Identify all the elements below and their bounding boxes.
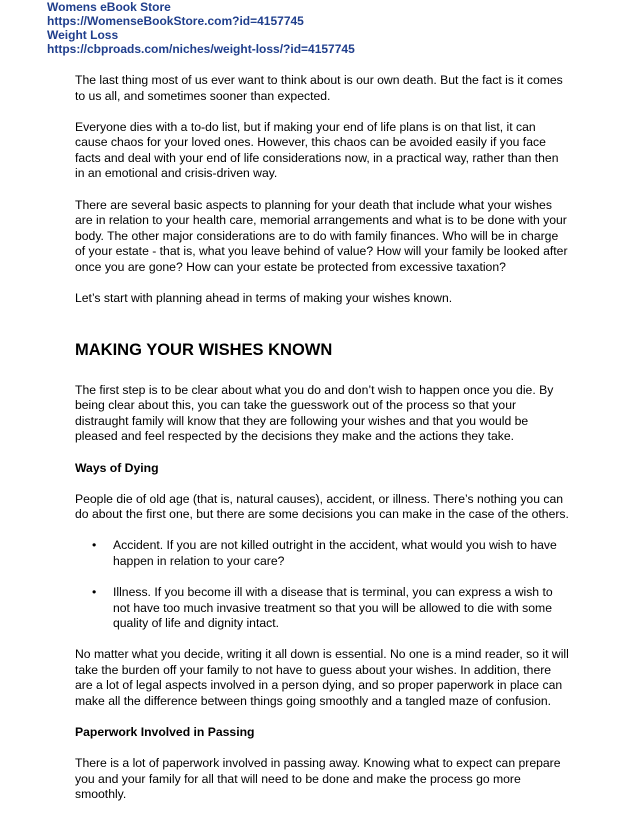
section-paragraph: The first step is to be clear about what you do and don’t wish to happen once you die. By being clear about this, you can take the guesswork out of the process so that your distraught family will know that they are following your wishes and that you would be pleased and feel respected by the decisions they make and the actions they take.	[75, 382, 554, 444]
paperwork-paragraph: There is a lot of paperwork involved in passing away. Knowing what to expect can prepare you and your family for all that will need to be done and make the process go more smoothly.	[75, 756, 561, 802]
intro-paragraph: There are several basic aspects to planning for your death that include what your wishes are in relation to your health care, memorial arrangements and what is to be done with your body. The other major considerations are to do with family finances. Who will be in charge of your estate - that is, what you leave behind of value? How will your family be looked after once you are gone? How can your estate be protected from excessive taxation?	[75, 197, 568, 274]
bullet-icon: •	[92, 584, 97, 599]
list-item-text: Accident. If you are not killed outright in the accident, what would you wish to have happen in relation to your care?	[113, 538, 557, 568]
page-header	[47, 0, 355, 56]
list-item	[92, 584, 570, 632]
list-item	[92, 538, 570, 569]
bullet-icon: •	[92, 538, 97, 553]
ways-of-dying-heading: Ways of Dying	[75, 460, 159, 475]
store-url-link[interactable]: https://WomenseBookStore.com?id=4157745	[47, 14, 304, 28]
list-item-text: Illness. If you become ill with a disease that is terminal, you can express a wish to not have too much invasive treatment so that you will be allowed to die with some quality of life and dignity intact.	[113, 584, 553, 631]
store-name-link[interactable]: Womens eBook Store	[47, 0, 171, 14]
ways-of-dying-list	[75, 538, 570, 631]
paperwork-heading: Paperwork Involved in Passing	[75, 725, 255, 740]
niche-name-link[interactable]: Weight Loss	[47, 28, 119, 42]
intro-paragraph: Everyone dies with a to-do list, but if making your end of life plans is on that list, it can cause chaos for your loved ones. However, this chaos can be avoided easily if you face facts and deal with your end of life considerations now, in a practical way, rather than then in an emotional and crisis-driven way.	[75, 119, 559, 181]
ways-of-dying-paragraph: People die of old age (that is, natural causes), accident, or illness. There’s nothing you can do about the first one, but there are some decisions you can make in the case of the others.	[75, 491, 569, 522]
intro-paragraph: Let’s start with planning ahead in terms of making your wishes known.	[75, 291, 453, 306]
document-body	[75, 73, 570, 819]
section-heading: MAKING YOUR WISHES KNOWN	[75, 340, 333, 359]
intro-paragraph: The last thing most of us ever want to think about is our own death. But the fact is it comes to us all, and sometimes sooner than expected.	[75, 73, 563, 103]
niche-url-link[interactable]: https://cbproads.com/niches/weight-loss/?id=4157745	[47, 42, 355, 56]
ways-of-dying-closing: No matter what you decide, writing it all down is essential. No one is a mind reader, so it will take the burden off your family to not have to guess about your wishes. In addition, there are a lot of legal aspects involved in a person dying, and so proper paperwork in place can make all the difference between things going smoothly and a tangled maze of confusion.	[75, 647, 569, 709]
